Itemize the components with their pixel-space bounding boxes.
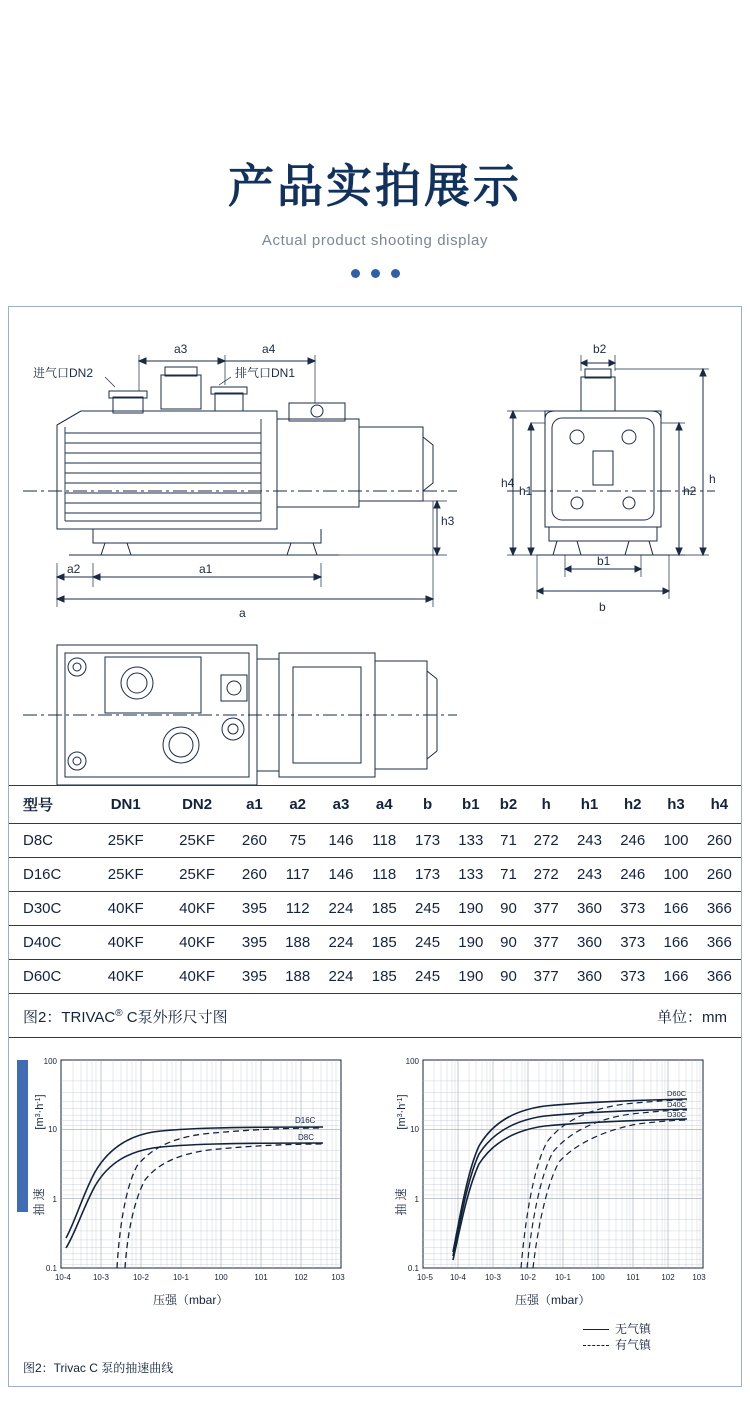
dot-2 [371,269,380,278]
xtick: 101 [626,1273,640,1282]
cell-a4: 185 [363,960,406,994]
xtick: 100 [214,1273,228,1282]
cell-a1: 395 [233,892,276,926]
cell-a3: 224 [319,960,362,994]
cell-a3: 146 [319,824,362,858]
th-dn2: DN2 [161,786,232,824]
label-outlet: 排气口DN1 [235,366,296,380]
legend-dashed-label: 有气镇 [614,1338,651,1352]
pump-dimension-drawing [9,315,741,785]
th-a3: a3 [319,786,362,824]
cell-dn2: 40KF [161,960,232,994]
cell-model: D40C [9,926,90,960]
cell-model: D16C [9,858,90,892]
label-h: h [709,472,716,486]
table-row [9,892,741,926]
label-a1: a1 [199,562,213,576]
cell-a3: 146 [319,858,362,892]
xtick: 10-1 [554,1273,572,1282]
cell-a1: 260 [233,858,276,892]
cell-h2: 246 [611,824,654,858]
th-a4: a4 [363,786,406,824]
annotation-d30c: D30C [667,1110,687,1119]
cell-h4: 366 [698,892,741,926]
cell-b: 245 [406,926,449,960]
ytick: 1 [52,1195,57,1204]
cell-b1: 133 [449,858,492,892]
cell-b1: 133 [449,824,492,858]
cell-b2: 90 [492,960,524,994]
cell-b1: 190 [449,892,492,926]
content-card [8,306,742,1387]
cell-b2: 71 [492,824,524,858]
table-row [9,926,741,960]
cell-a4: 185 [363,926,406,960]
label-b1: b1 [597,554,611,568]
cell-a4: 118 [363,824,406,858]
cell-h3: 166 [654,960,697,994]
cell-a2: 188 [276,926,319,960]
cell-h3: 166 [654,926,697,960]
blue-accent-strip [17,1060,28,1212]
cell-dn2: 40KF [161,926,232,960]
cell-a1: 395 [233,960,276,994]
cell-b2: 90 [492,926,524,960]
technical-drawings [9,307,741,785]
dimension-table [9,785,741,994]
cell-a1: 395 [233,926,276,960]
page-subtitle: Actual product shooting display [261,232,489,249]
legend-dashed-line-icon [583,1345,609,1346]
label-a3: a3 [174,342,188,356]
table-caption [23,1006,228,1027]
cell-h: 272 [525,858,568,892]
label-h2: h2 [683,484,697,498]
cell-b1: 190 [449,926,492,960]
cell-b: 245 [406,960,449,994]
label-a2: a2 [67,562,81,576]
legend-item-solid [9,1321,651,1337]
cell-a3: 224 [319,892,362,926]
page-title: 产品实拍展示 [228,159,522,213]
decorative-dots [0,269,750,278]
table-header-row [9,786,741,824]
cell-b: 173 [406,824,449,858]
xtick: 10-2 [132,1273,150,1282]
xtick: 103 [331,1273,345,1282]
xtick: 10-3 [92,1273,110,1282]
xtick: 103 [692,1273,706,1282]
cell-h: 377 [525,960,568,994]
chart-ylabel-unit: $[m^3\cdot h^{-1}]$ [34,1094,46,1130]
label-h3: h3 [441,514,455,528]
figure-caption: 图2：Trivac C 泵的抽速曲线 [23,1361,174,1375]
legend-item-dashed [9,1337,651,1353]
label-b2: b2 [593,342,607,356]
table-caption-tail: C泵外形尺寸图 [122,1009,228,1026]
dot-1 [351,269,360,278]
th-a1: a1 [233,786,276,824]
cell-a2: 188 [276,960,319,994]
ytick: 0.1 [45,1264,57,1273]
xtick: 10-3 [484,1273,502,1282]
annotation-d8c: D8C [298,1133,315,1142]
th-dn1: DN1 [90,786,161,824]
annotation-d60c: D60C [667,1089,687,1098]
chart-xlabel: 压强（mbar） [515,1293,591,1307]
cell-b2: 71 [492,858,524,892]
th-b: b [406,786,449,824]
cell-dn2: 25KF [161,858,232,892]
cell-h4: 260 [698,858,741,892]
cell-h3: 100 [654,858,697,892]
cell-dn2: 40KF [161,892,232,926]
label-inlet: 进气口DN2 [33,366,94,380]
label-b: b [599,600,606,614]
label-h1: h1 [519,484,533,498]
cell-a4: 185 [363,892,406,926]
cell-dn1: 40KF [90,926,161,960]
cell-h4: 366 [698,926,741,960]
th-b2: b2 [492,786,524,824]
ytick: 10 [48,1125,57,1134]
xtick: 102 [294,1273,308,1282]
cell-h3: 100 [654,824,697,858]
cell-h: 272 [525,824,568,858]
cell-dn1: 40KF [90,960,161,994]
cell-h1: 360 [568,926,611,960]
th-h3: h3 [654,786,697,824]
cell-a3: 224 [319,926,362,960]
table-row [9,960,741,994]
xtick: 10-4 [54,1273,72,1282]
chart-left-svg [13,1052,373,1312]
cell-h3: 166 [654,892,697,926]
cell-h4: 366 [698,960,741,994]
ytick: 1 [414,1195,419,1204]
cell-a2: 117 [276,858,319,892]
cell-model: D60C [9,960,90,994]
table-row [9,858,741,892]
ytick: 0.1 [407,1264,419,1273]
cell-h1: 243 [568,858,611,892]
th-h1: h1 [568,786,611,824]
registered-mark: ® [115,1008,123,1019]
table-caption-main: 图2：TRIVAC [23,1009,116,1026]
th-h4: h4 [698,786,741,824]
label-h4: h4 [501,476,515,490]
chart-ylabel-unit: $[m^3\cdot h^{-1}]$ [396,1094,408,1130]
xtick: 102 [661,1273,675,1282]
cell-a2: 75 [276,824,319,858]
chart-right [375,1052,737,1317]
xtick: 10-1 [172,1273,190,1282]
xtick: 10-4 [449,1273,467,1282]
chart-xlabel: 压强（mbar） [153,1293,229,1307]
cell-b: 245 [406,892,449,926]
cell-model: D8C [9,824,90,858]
cell-h2: 373 [611,926,654,960]
cell-dn2: 25KF [161,824,232,858]
legend-solid-label: 无气镇 [614,1322,651,1336]
xtick: 10-5 [416,1273,434,1282]
annotation-d40c: D40C [667,1100,687,1109]
th-model: 型号 [9,786,90,824]
th-h: h [525,786,568,824]
th-b1: b1 [449,786,492,824]
cell-dn1: 25KF [90,858,161,892]
ytick: 10 [410,1125,419,1134]
chart-right-svg [375,1052,735,1312]
cell-b: 173 [406,858,449,892]
cell-h1: 243 [568,824,611,858]
cell-h4: 260 [698,824,741,858]
cell-dn1: 25KF [90,824,161,858]
page-header [0,0,750,278]
legend-solid-line-icon [583,1329,609,1330]
xtick: 101 [254,1273,268,1282]
xtick: 10-2 [519,1273,537,1282]
cell-a2: 112 [276,892,319,926]
dot-3 [391,269,400,278]
cell-h1: 360 [568,892,611,926]
cell-b2: 90 [492,892,524,926]
table-caption-row [9,994,741,1038]
ytick: 100 [405,1057,419,1066]
cell-h: 377 [525,926,568,960]
chart-legend [9,1317,741,1353]
pumping-speed-charts [9,1038,741,1317]
ytick: 100 [43,1057,57,1066]
cell-h1: 360 [568,960,611,994]
cell-a4: 118 [363,858,406,892]
cell-b1: 190 [449,960,492,994]
table-unit: 单位：mm [657,1009,727,1026]
cell-model: D30C [9,892,90,926]
label-a4: a4 [262,342,276,356]
cell-h2: 373 [611,892,654,926]
xtick: 100 [591,1273,605,1282]
chart-left [13,1052,375,1317]
chart-ylabel-cn: 抽 速 [32,1188,46,1216]
cell-h2: 373 [611,960,654,994]
annotation-d16c: D16C [295,1116,316,1125]
cell-dn1: 40KF [90,892,161,926]
th-h2: h2 [611,786,654,824]
th-a2: a2 [276,786,319,824]
cell-h: 377 [525,892,568,926]
chart-ylabel-cn: 抽 速 [394,1188,408,1216]
table-row [9,824,741,858]
cell-a1: 260 [233,824,276,858]
label-a: a [239,606,246,620]
cell-h2: 246 [611,858,654,892]
